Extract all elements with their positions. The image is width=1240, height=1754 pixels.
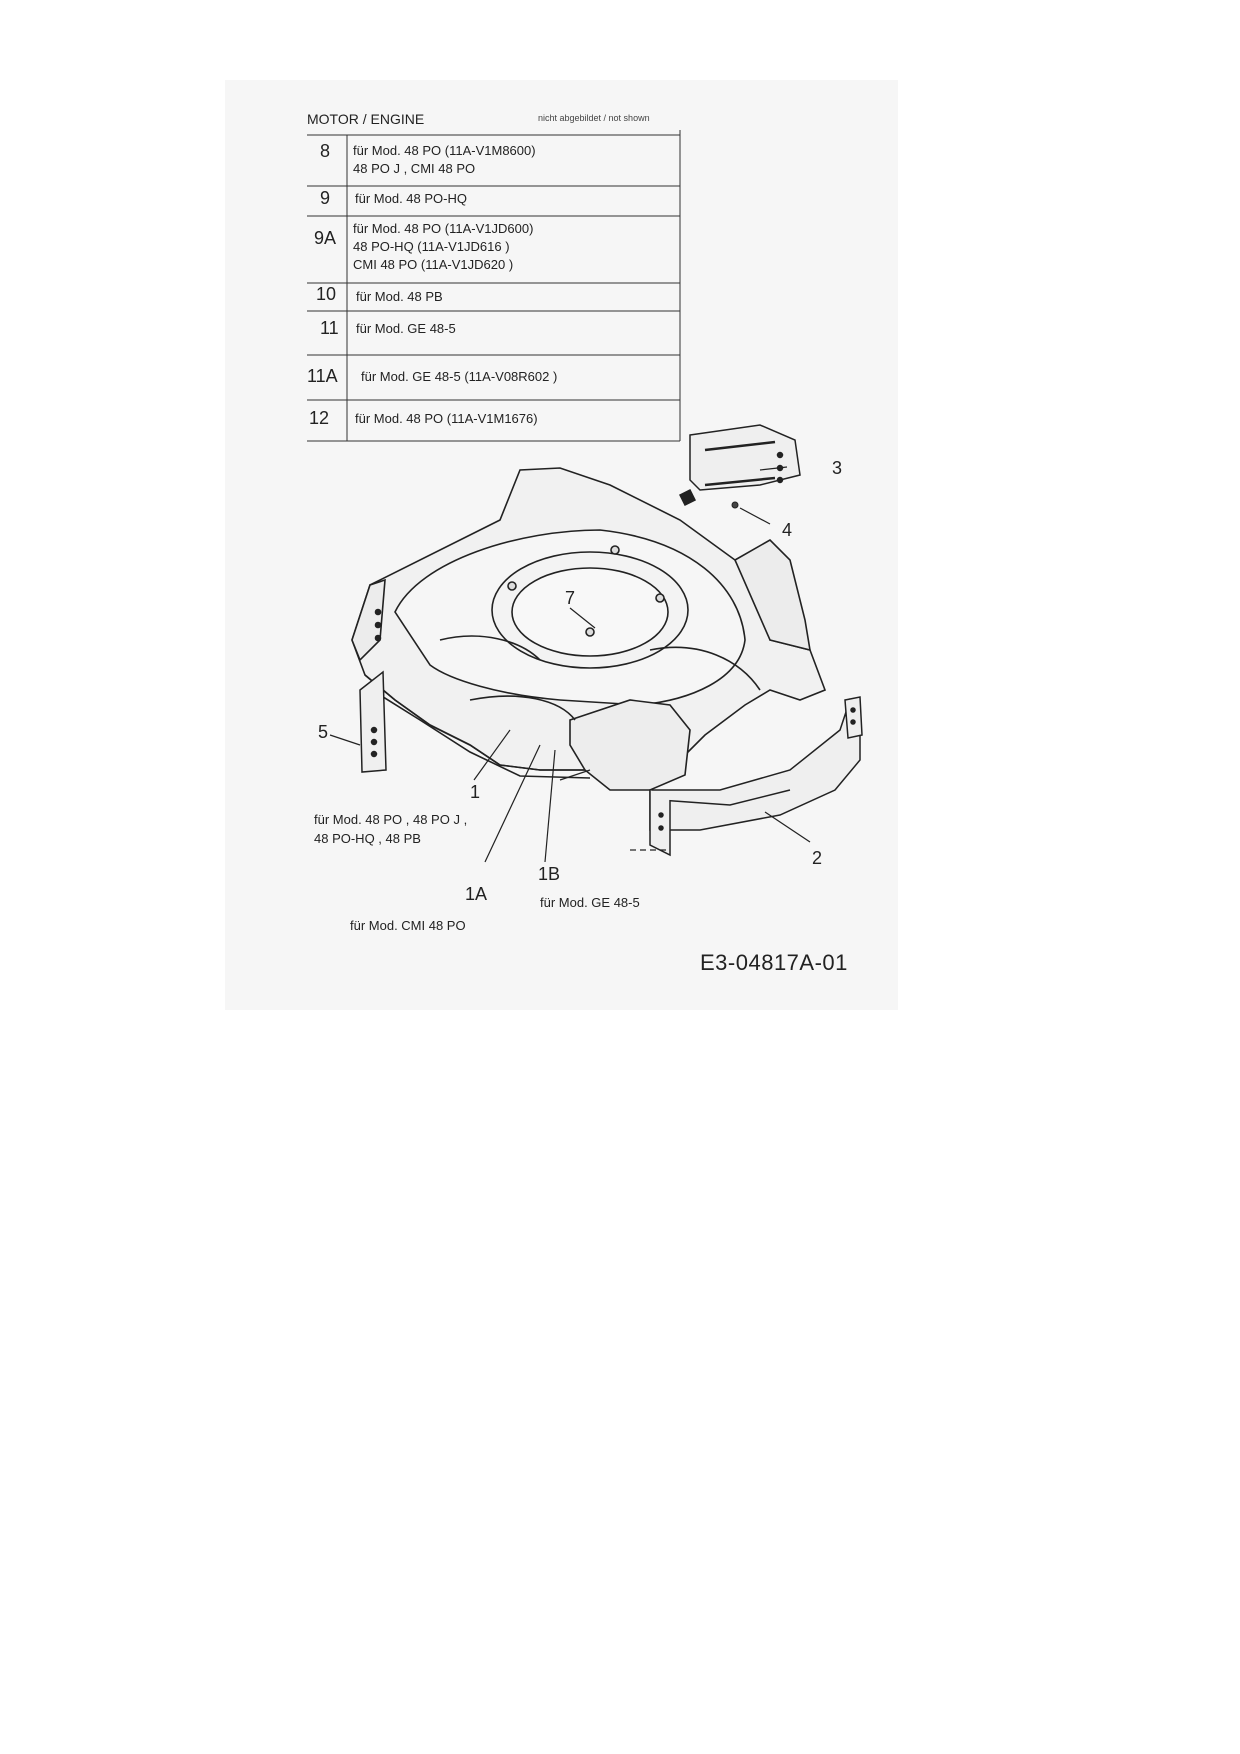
- mount-stud-2: [508, 582, 516, 590]
- deck-bolt-2: [376, 623, 381, 628]
- mount-stud-4: [656, 594, 664, 602]
- mount-stud-1: [611, 546, 619, 554]
- row-9A-line-2: 48 PO-HQ (11A-V1JD616 ): [353, 239, 510, 254]
- note-part-1B: für Mod. GE 48-5: [540, 895, 640, 910]
- callout-2: 2: [812, 848, 823, 868]
- row-8-line-2: 48 PO J , CMI 48 PO: [353, 161, 476, 176]
- row-9A-num: 9A: [314, 228, 337, 248]
- mower-deck-drawing: [352, 468, 825, 790]
- callout-1A: 1A: [465, 884, 488, 904]
- section-title: MOTOR / ENGINE: [307, 111, 425, 127]
- callout-1B: 1B: [538, 864, 561, 884]
- screw-part-4: [732, 502, 738, 508]
- engine-mount-ring-inner: [512, 568, 668, 656]
- row-9A-line-1: für Mod. 48 PO (11A-V1JD600): [353, 221, 534, 236]
- callout-1: 1: [470, 782, 481, 802]
- callout-5: 5: [318, 722, 329, 742]
- note-part-1A: für Mod. CMI 48 PO: [350, 918, 466, 933]
- row-12-line-1: für Mod. 48 PO (11A-V1M1676): [355, 411, 538, 426]
- callout-4: 4: [782, 520, 793, 540]
- discharge-chute-housing: [570, 700, 690, 790]
- callout-3: 3: [832, 458, 843, 478]
- side-plate-drawing: [360, 672, 386, 772]
- row-11-line-1: für Mod. GE 48-5: [356, 321, 456, 336]
- callout-7: 7: [565, 588, 576, 608]
- row-11A-num: 11A: [307, 366, 338, 386]
- row-9-num: 9: [320, 188, 331, 208]
- rear-flap-drawing: [680, 425, 800, 505]
- row-11A-line-1: für Mod. GE 48-5 (11A-V08R602 ): [361, 369, 558, 384]
- row-8-num: 8: [320, 141, 331, 161]
- row-8-line-1: für Mod. 48 PO (11A-V1M8600): [353, 143, 536, 158]
- deck-bolt-3: [376, 636, 381, 641]
- note-part-1-line-1: für Mod. 48 PO , 48 PO J ,: [314, 812, 468, 827]
- row-12-num: 12: [309, 408, 330, 428]
- deck-bolt-1: [376, 610, 381, 615]
- drawing-code: E3-04817A-01: [700, 950, 848, 975]
- row-10-num: 10: [316, 284, 337, 304]
- row-10-line-1: für Mod. 48 PB: [356, 289, 443, 304]
- row-9A-line-3: CMI 48 PO (11A-V1JD620 ): [353, 257, 514, 272]
- row-11-num: 11: [320, 318, 339, 338]
- not-shown-note: nicht abgebildet / not shown: [538, 113, 650, 123]
- mount-stud-3: [586, 628, 594, 636]
- row-9-line-1: für Mod. 48 PO-HQ: [355, 191, 467, 206]
- note-part-1-line-2: 48 PO-HQ , 48 PB: [314, 831, 421, 846]
